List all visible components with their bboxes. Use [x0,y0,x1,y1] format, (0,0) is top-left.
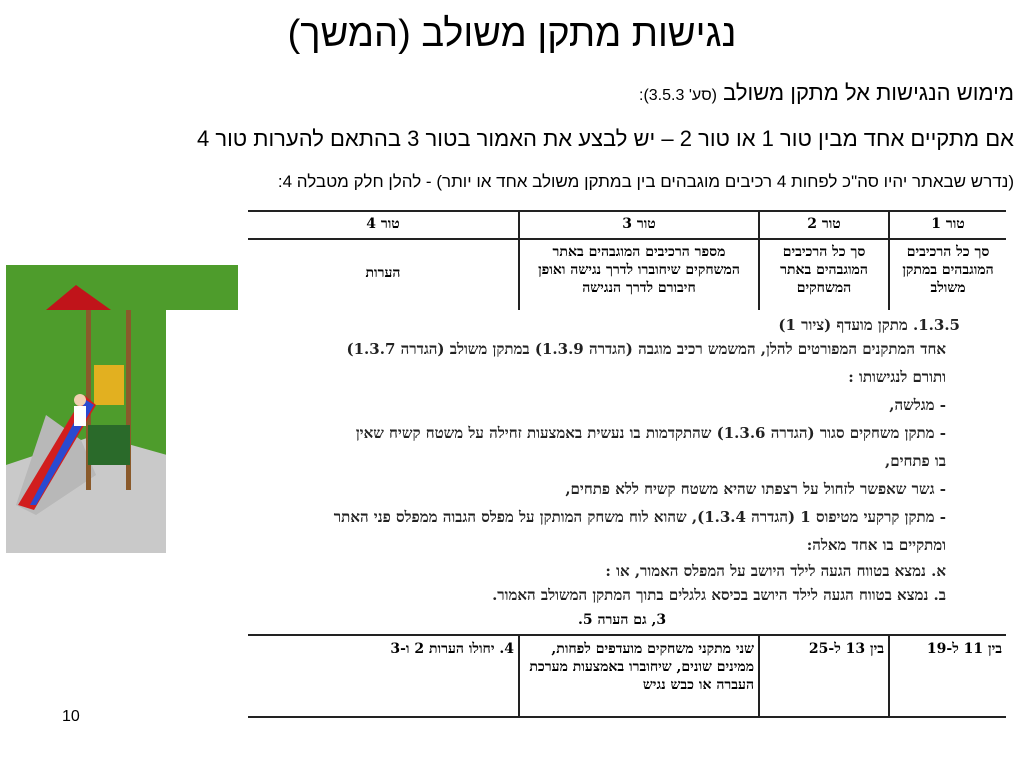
scanned-table-header [248,210,1006,314]
table-cell: סך כל הרכיבים המוגבהים במתקן משולב [888,240,1006,312]
definition-line: בו פתחים, [885,452,946,470]
table-header-col2: טור 2 [758,212,888,238]
page-number: 10 [62,708,80,725]
bottom-note: 3, גם הערה 5. [578,612,667,628]
table-cell: בין 13 ל-25 [758,636,888,716]
table-cell: הערות [365,265,401,281]
definition-line: אחד המתקנים המפורטים להלן, המשמש רכיב מוגבה (הגדרה 1.3.9) במתקן משולב (הגדרה 1.3.7) [346,340,946,358]
scanned-definition-text [166,310,1006,610]
table-header-row [248,212,1006,240]
table-header-col4: טור 4 [366,216,400,232]
definition-line: - גשר שאפשר לזחול על רצפתו שהיא משטח קשיח ללא פתחים, [565,480,946,498]
definition-line: ב. נמצא בטווח הגעה לילד היושב בכיסא גלגלים בתוך המתקן המשולב האמור. [492,586,946,604]
condition-line: אם מתקיים אחד מבין טור 1 או טור 2 – יש לבצע את האמור בטור 3 בהתאם להערות טור 4 [196,126,1014,151]
subheading-line [639,80,1014,106]
table-cell: סך כל הרכיבים המוגבהים באתר המשחקים [758,240,888,312]
subheading-reference: (סע' 3.5.3): [639,87,718,104]
table-header-col3: טור 3 [518,212,758,238]
table-header-col1: טור 1 [888,212,1006,238]
definition-line: - מגלשה, [889,396,946,414]
definition-heading: 1.3.5. מתקן מועדף (ציור 1) [778,316,960,334]
scanned-table-bottom [248,610,1006,718]
definition-line: א. נמצא בטווח הגעה לילד היושב על המפלס האמור, או : [605,562,946,580]
table-row [248,240,1006,312]
table-row [248,634,1006,716]
note-line: (נדרש שבאתר יהיו סה"כ לפחות 4 רכיבים מוגבהים בין במתקן משולב אחד או יותר) - להלן חלק מטבלה 4: [277,172,1014,191]
subheading-main: מימוש הנגישות אל מתקן משולב [717,80,1014,105]
definition-line: - מתקן קרקעי מטיפוס 1 (הגדרה 1.3.4), שהוא לוח משחק המותקן על מפלס הגבוה ממפלס פני האתר [333,508,946,526]
slide-title: נגישות מתקן משולב (המשך) [287,13,737,55]
definition-line: ומתקיים בו אחד מאלה: [806,536,946,554]
table-cell: בין 11 ל-19 [888,636,1006,716]
table-cell: מספר הרכיבים המוגבהים באתר המשחקים שיחוברו לדרך נגישה ואופן חיבורם לדרך הנגישה [518,240,758,312]
table-cell: שני מתקני משחקים מועדפים לפחות, ממינים שונים, שיחוברו באמצעות מערכת העברה או כבש נגיש [518,636,758,716]
definition-line: ותורם לנגישותו : [848,368,946,386]
table-cell: 4. יחולו הערות 2 ו-3 [390,641,514,657]
definition-line: - מתקן משחקים סגור (הגדרה 1.3.6) שהתקדמות בו נעשית באמצעות זחילה על משטח קשיח שאין [355,424,946,442]
